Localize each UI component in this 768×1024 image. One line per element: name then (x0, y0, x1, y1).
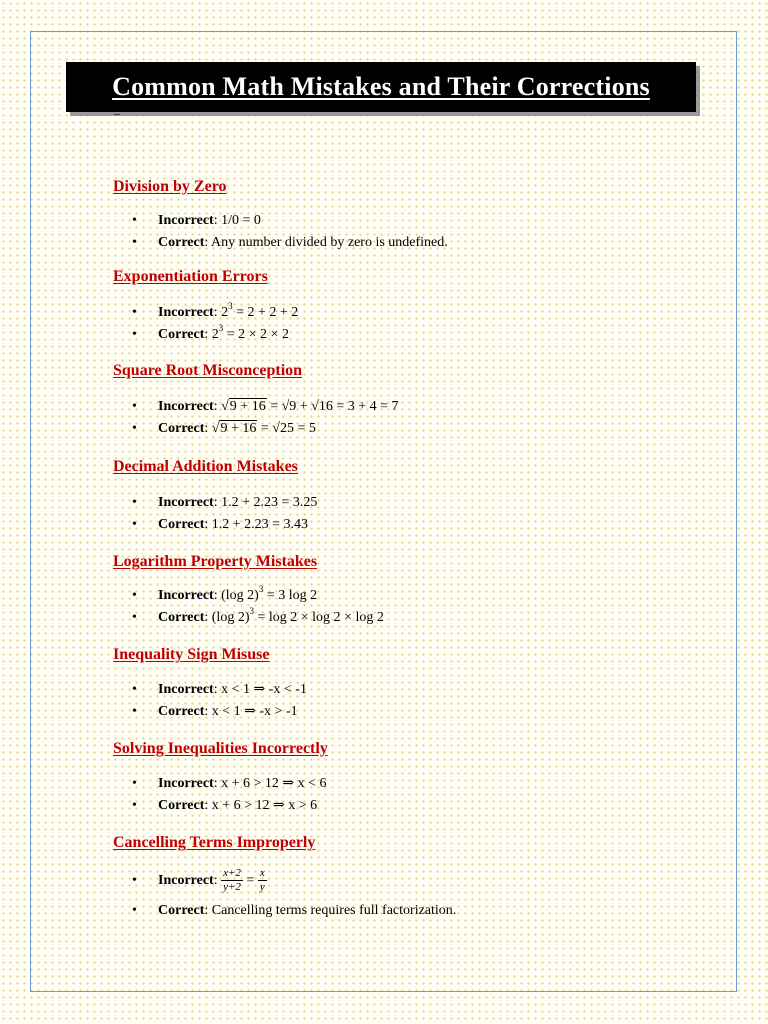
correct-text: : x < 1 ⇒ -x > -1 (204, 704, 298, 719)
correct-item (113, 324, 298, 346)
bullet-icon: • (132, 610, 137, 625)
separator: : (213, 399, 222, 414)
correct-label: Correct (158, 798, 205, 813)
denominator: y (259, 881, 265, 894)
section-heading: Inequality Sign Misuse (113, 646, 270, 663)
incorrect-text: : 1.2 + 2.23 = 3.25 (213, 495, 318, 510)
bullet-icon: • (132, 873, 137, 888)
page-title: Common Math Mistakes and Their Corrections (112, 72, 650, 101)
bullet-icon: • (132, 776, 137, 791)
incorrect-text: : x < 1 ⇒ -x < -1 (213, 682, 307, 697)
bullet-icon: • (132, 495, 137, 510)
incorrect-text: : 1/0 = 0 (213, 213, 261, 228)
incorrect-item (113, 210, 448, 232)
correct-text: : Any number divided by zero is undefined. (204, 235, 448, 250)
exponent: 3 (258, 584, 264, 595)
separator: : (204, 610, 212, 625)
separator: : (213, 873, 222, 888)
exponent: 3 (228, 301, 233, 312)
correct-item (113, 514, 317, 536)
section-list (113, 210, 448, 254)
incorrect-label: Incorrect (158, 495, 214, 510)
section-heading: Exponentiation Errors (113, 268, 268, 285)
radicand: 9 + 16 (229, 399, 266, 414)
incorrect-item (113, 585, 384, 607)
section-list (113, 585, 384, 629)
correct-item (113, 701, 307, 723)
section-list (113, 773, 328, 817)
title-mark: – (114, 106, 120, 120)
bullet-icon: • (132, 213, 137, 228)
separator: : (204, 327, 212, 342)
equals-sign: = (242, 873, 258, 888)
correct-item (113, 795, 328, 817)
section-list (113, 679, 307, 723)
section-list (113, 492, 317, 536)
bullet-icon: • (132, 798, 137, 813)
bullet-icon: • (132, 704, 137, 719)
incorrect-item (113, 492, 317, 514)
exponent: 3 (249, 606, 254, 617)
correct-item (113, 900, 456, 922)
root-sign: √ (211, 421, 220, 436)
bullet-icon: • (132, 327, 137, 342)
section-solving-inequalities-incorrectly (113, 740, 328, 813)
base: (log 2) (221, 588, 259, 603)
correct-item (113, 232, 448, 254)
denominator: y+2 (223, 881, 241, 894)
correct-label: Correct (158, 517, 205, 532)
title-banner (66, 62, 696, 112)
bullet-icon: • (132, 682, 137, 697)
radicand: 9 + 16 (220, 421, 257, 436)
incorrect-label: Incorrect (158, 588, 214, 603)
incorrect-item (113, 773, 328, 795)
separator: : (204, 421, 212, 436)
fraction-left (221, 867, 243, 894)
square-root (221, 396, 267, 418)
base: 2 (211, 327, 219, 342)
incorrect-item (113, 862, 456, 900)
correct-text: : Cancelling terms requires full factorization. (204, 903, 457, 918)
incorrect-text: : x + 6 > 12 ⇒ x < 6 (213, 776, 327, 791)
section-heading: Solving Inequalities Incorrectly (113, 740, 328, 757)
section-list (113, 862, 456, 922)
section-inequality-sign-misuse (113, 646, 307, 719)
bullet-icon: • (132, 399, 137, 414)
section-list (113, 302, 298, 346)
incorrect-item (113, 396, 399, 418)
exponent: 3 (218, 323, 224, 334)
correct-label: Correct (158, 421, 205, 436)
bullet-icon: • (132, 517, 137, 532)
incorrect-text: = 2 + 2 + 2 (232, 305, 299, 320)
correct-text: : 1.2 + 2.23 = 3.43 (204, 517, 309, 532)
section-heading: Logarithm Property Mistakes (113, 553, 318, 570)
base: (log 2) (211, 610, 250, 625)
bullet-icon: • (132, 235, 137, 250)
correct-label: Correct (158, 327, 205, 342)
correct-item (113, 607, 384, 629)
bullet-icon: • (132, 305, 137, 320)
bullet-icon: • (132, 421, 137, 436)
root-sign: √ (221, 399, 229, 414)
section-division-by-zero (113, 178, 448, 250)
correct-text: = log 2 × log 2 × log 2 (253, 610, 384, 625)
incorrect-label: Incorrect (158, 682, 214, 697)
correct-text: = √25 = 5 (257, 421, 316, 436)
incorrect-label: Incorrect (158, 213, 214, 228)
section-heading: Cancelling Terms Improperly (113, 834, 316, 851)
section-exponentiation-errors (113, 268, 299, 342)
bullet-icon: • (132, 903, 137, 918)
incorrect-text: = √9 + √16 = 3 + 4 = 7 (266, 399, 399, 414)
incorrect-text: = 3 log 2 (263, 588, 318, 603)
section-square-root-misconception (113, 362, 399, 436)
correct-label: Correct (158, 610, 205, 625)
base: 2 (221, 305, 229, 320)
incorrect-label: Incorrect (158, 873, 214, 888)
separator: : (213, 305, 222, 320)
numerator: x+2 (223, 867, 241, 880)
numerator: x (259, 867, 265, 880)
section-heading: Square Root Misconception (113, 362, 303, 379)
correct-label: Correct (158, 235, 205, 250)
incorrect-item (113, 679, 307, 701)
section-list (113, 396, 399, 440)
fraction-right (258, 867, 267, 894)
section-cancelling-terms-improperly (113, 834, 457, 918)
correct-label: Correct (158, 704, 205, 719)
section-heading: Decimal Addition Mistakes (113, 458, 298, 475)
correct-text: : x + 6 > 12 ⇒ x > 6 (204, 798, 318, 813)
incorrect-label: Incorrect (158, 305, 214, 320)
separator: : (213, 588, 222, 603)
bullet-icon: • (132, 588, 137, 603)
incorrect-label: Incorrect (158, 776, 214, 791)
correct-text: = 2 × 2 × 2 (223, 327, 289, 342)
incorrect-label: Incorrect (158, 399, 214, 414)
section-logarithm-property-mistakes (113, 553, 384, 625)
correct-label: Correct (158, 903, 205, 918)
square-root (212, 418, 258, 440)
correct-item (113, 418, 399, 440)
incorrect-item (113, 302, 298, 324)
section-heading: Division by Zero (113, 178, 227, 195)
section-decimal-addition-mistakes (113, 458, 318, 532)
